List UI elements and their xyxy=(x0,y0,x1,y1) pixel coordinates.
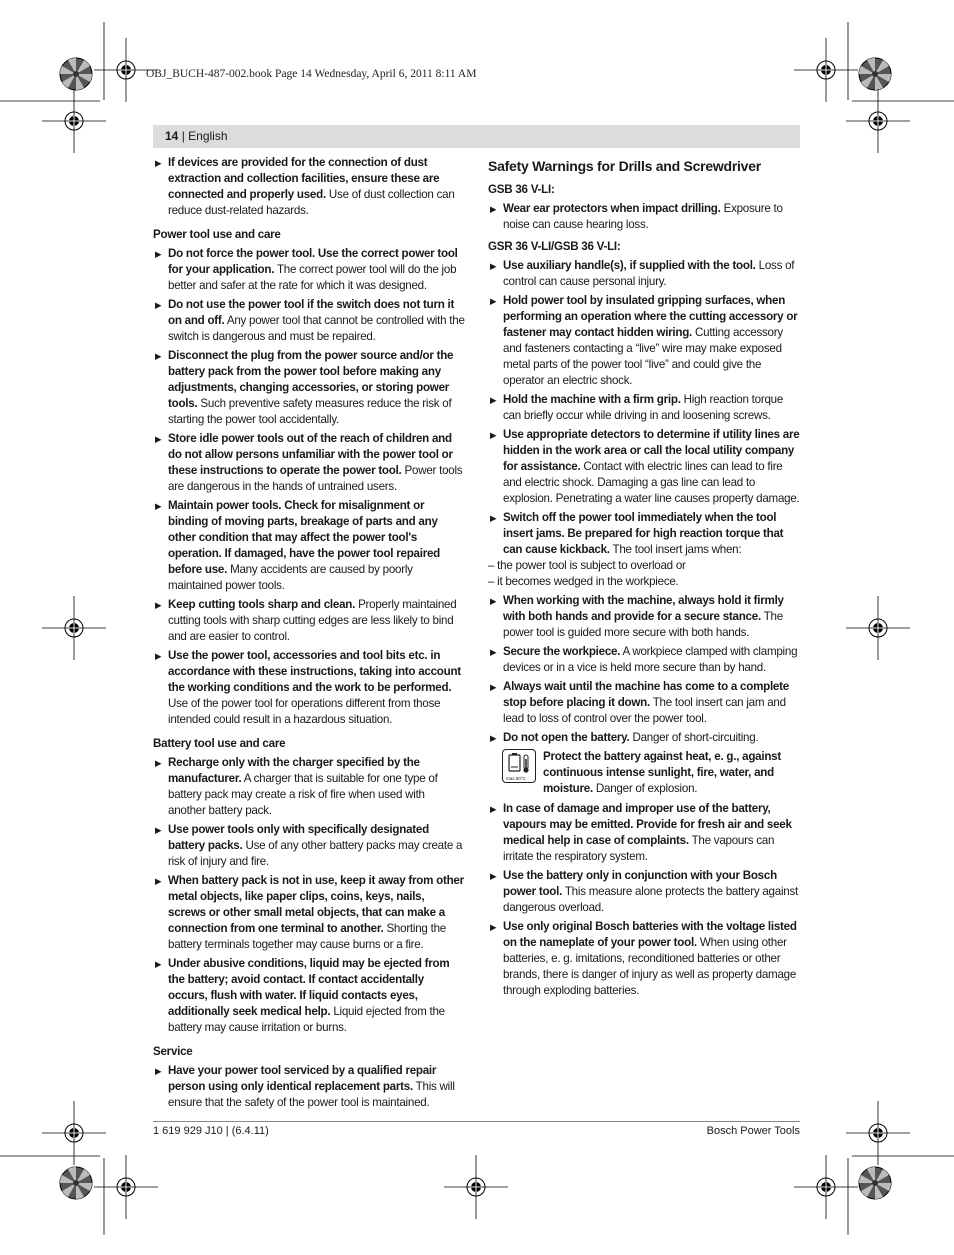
page-header xyxy=(153,125,800,148)
list-item: ▶ Hold the machine with a firm grip. High reaction torque can briefly occur while driving in and loosening screws. xyxy=(488,392,801,424)
section-heading: Power tool use and care xyxy=(153,228,281,241)
list-item: ▶ Hold power tool by insulated gripping surfaces, when performing an operation where the cutting accessory or fastener may contact hidden wiring. Cutting accessory and fasteners contacting a “live” wire may make exposed metal parts of the power tool “live” and could give the operator an electric shock. xyxy=(488,293,801,389)
dash-item: – the power tool is subject to overload or xyxy=(488,559,686,572)
list-item: ▶ Secure the workpiece. A workpiece clamped with clamping devices or in a vice is held more secure than by hand. xyxy=(488,644,801,676)
dash-item: – it becomes wedged in the workpiece. xyxy=(488,575,679,588)
registration-mark-icon xyxy=(846,596,910,660)
registration-mark-icon xyxy=(444,1155,508,1219)
battery-warning: max.50°C Protect the battery against heat, e. g., against continuous intense sunlight, fire, water, and moisture. Danger of explosion. xyxy=(502,749,801,797)
list-item: ▶ In case of damage and improper use of the battery, vapours may be emitted. Provide for fresh air and seek medical help in case of complaints. The vapours can irritate the respiratory system. xyxy=(488,801,801,865)
list-item: ▶ When working with the machine, always hold it firmly with both hands and provide for a secure stance. The power tool is guided more secure with both hands. xyxy=(488,593,801,641)
section-heading: Service xyxy=(153,1045,193,1058)
list-item: ▶ When battery pack is not in use, keep it away from other metal objects, like paper clips, coins, keys, nails, screws or other small metal objects, that can make a connection from one terminal to another. Shorting the battery terminals together may cause burns or a fire. xyxy=(153,873,465,953)
color-wheel-icon xyxy=(859,1167,891,1199)
model-subheading: GSB 36 V-LI: xyxy=(488,183,555,196)
list-item: ▶ Do not force the power tool. Use the correct power tool for your application. The correct power tool will do the job better and safer at the rate for which it was designed. xyxy=(153,246,465,294)
icon-caption: max.50°C xyxy=(506,776,526,781)
model-subheading: GSR 36 V-LI/GSB 36 V-LI: xyxy=(488,240,621,253)
color-wheel-icon xyxy=(859,58,891,90)
section-title: Safety Warnings for Drills and Screwdriver xyxy=(488,158,761,174)
list-item: ▶ Use appropriate detectors to determine if utility lines are hidden in the work area or call the local utility company for assistance. Contact with electric lines can lead to fire and electric shock. Damaging a gas line can lead to explosion. Penetrating a water line causes property damage. xyxy=(488,427,801,507)
list-item: ▶ Use the power tool, accessories and tool bits etc. in accordance with these instructions, taking into account the working conditions and the work to be performed. Use of the power tool for operations different from those intended could result in a hazardous situation. xyxy=(153,648,465,728)
list-item: ▶ Under abusive conditions, liquid may be ejected from the battery; avoid contact. If contact accidentally occurs, flush with water. If liquid contacts eyes, additionally seek medical help. Liquid ejected from the battery may cause irritation or burns. xyxy=(153,956,465,1036)
registration-mark-icon xyxy=(846,1101,910,1165)
battery-heat-icon xyxy=(502,749,536,783)
list-item: ▶ Do not use the power tool if the switch does not turn it on and off. Any power tool that cannot be controlled with the switch is dangerous and must be repaired. xyxy=(153,297,465,345)
footer-rule xyxy=(153,1121,800,1122)
footer-doc-number: 1 619 929 J10 | (6.4.11) xyxy=(153,1125,269,1137)
header-separator: | xyxy=(178,129,189,143)
list-item: ▶ Use the battery only in conjunction with your Bosch power tool. This measure alone protects the battery against dangerous overload. xyxy=(488,868,801,916)
list-item: ▶ Do not open the battery. Danger of short-circuiting. xyxy=(488,730,801,746)
registration-mark-icon xyxy=(794,38,858,102)
list-item: ▶ Use only original Bosch batteries with the voltage listed on the nameplate of your power tool. When using other batteries, e. g. imitations, reconditioned batteries or other brands, there is danger of injury as well as property damage through exploding batteries. xyxy=(488,919,801,999)
list-item: ▶ Keep cutting tools sharp and clean. Properly maintained cutting tools with sharp cutting edges are less likely to bind and are easier to control. xyxy=(153,597,465,645)
list-item: ▶ Maintain power tools. Check for misalignment or binding of moving parts, breakage of parts and any other condition that may affect the power tool's operation. If damaged, have the power tool repaired before use. Many accidents are caused by poorly maintained power tools. xyxy=(153,498,465,594)
section-heading: Battery tool use and care xyxy=(153,737,286,750)
print-info: OBJ_BUCH-487-002.book Page 14 Wednesday, April 6, 2011 8:11 AM xyxy=(146,68,477,80)
list-item: ▶ Have your power tool serviced by a qualified repair person using only identical replacement parts. This will ensure that the safety of the power tool is maintained. xyxy=(153,1063,465,1111)
left-column xyxy=(153,155,465,1114)
list-item: ▶ Always wait until the machine has come to a complete stop before placing it down. The tool insert can jam and lead to loss of control over the power tool. xyxy=(488,679,801,727)
list-item: ▶ Use power tools only with specifically designated battery packs. Use of any other battery packs may create a risk of injury and fire. xyxy=(153,822,465,870)
list-item: ▶ Store idle power tools out of the reach of children and do not allow persons unfamiliar with the power tool or these instructions to operate the power tool. Power tools are dangerous in the hands of untrained users. xyxy=(153,431,465,495)
color-wheel-icon xyxy=(60,1167,92,1199)
registration-mark-icon xyxy=(42,596,106,660)
list-item: ▶ Disconnect the plug from the power source and/or the battery pack from the power tool before making any adjustments, changing accessories, or storing power tools. Such preventive safety measures reduce the risk of starting the power tool accidentally. xyxy=(153,348,465,428)
list-item: ▶ Recharge only with the charger specified by the manufacturer. A charger that is suitable for one type of battery pack may create a risk of fire when used with another battery pack. xyxy=(153,755,465,819)
list-item: ▶ Wear ear protectors when impact drilling. Exposure to noise can cause hearing loss. xyxy=(488,201,801,233)
registration-mark-icon xyxy=(42,89,106,153)
registration-mark-icon xyxy=(42,1101,106,1165)
registration-mark-icon xyxy=(794,1155,858,1219)
color-wheel-icon xyxy=(60,58,92,90)
list-item: ▶ Switch off the power tool immediately when the tool insert jams. Be prepared for high reaction torque that can cause kickback. The tool insert jams when: xyxy=(488,510,801,558)
list-item: ▶ Use auxiliary handle(s), if supplied with the tool. Loss of control can cause personal injury. xyxy=(488,258,801,290)
right-column xyxy=(488,155,801,1002)
footer-brand: Bosch Power Tools xyxy=(706,1125,800,1137)
header-language: English xyxy=(188,129,228,143)
list-item: ▶ If devices are provided for the connection of dust extraction and collection facilities, ensure these are connected and properly used. Use of dust collection can reduce dust-related hazards. xyxy=(153,155,465,219)
page-number: 14 xyxy=(165,129,179,143)
registration-mark-icon xyxy=(846,89,910,153)
